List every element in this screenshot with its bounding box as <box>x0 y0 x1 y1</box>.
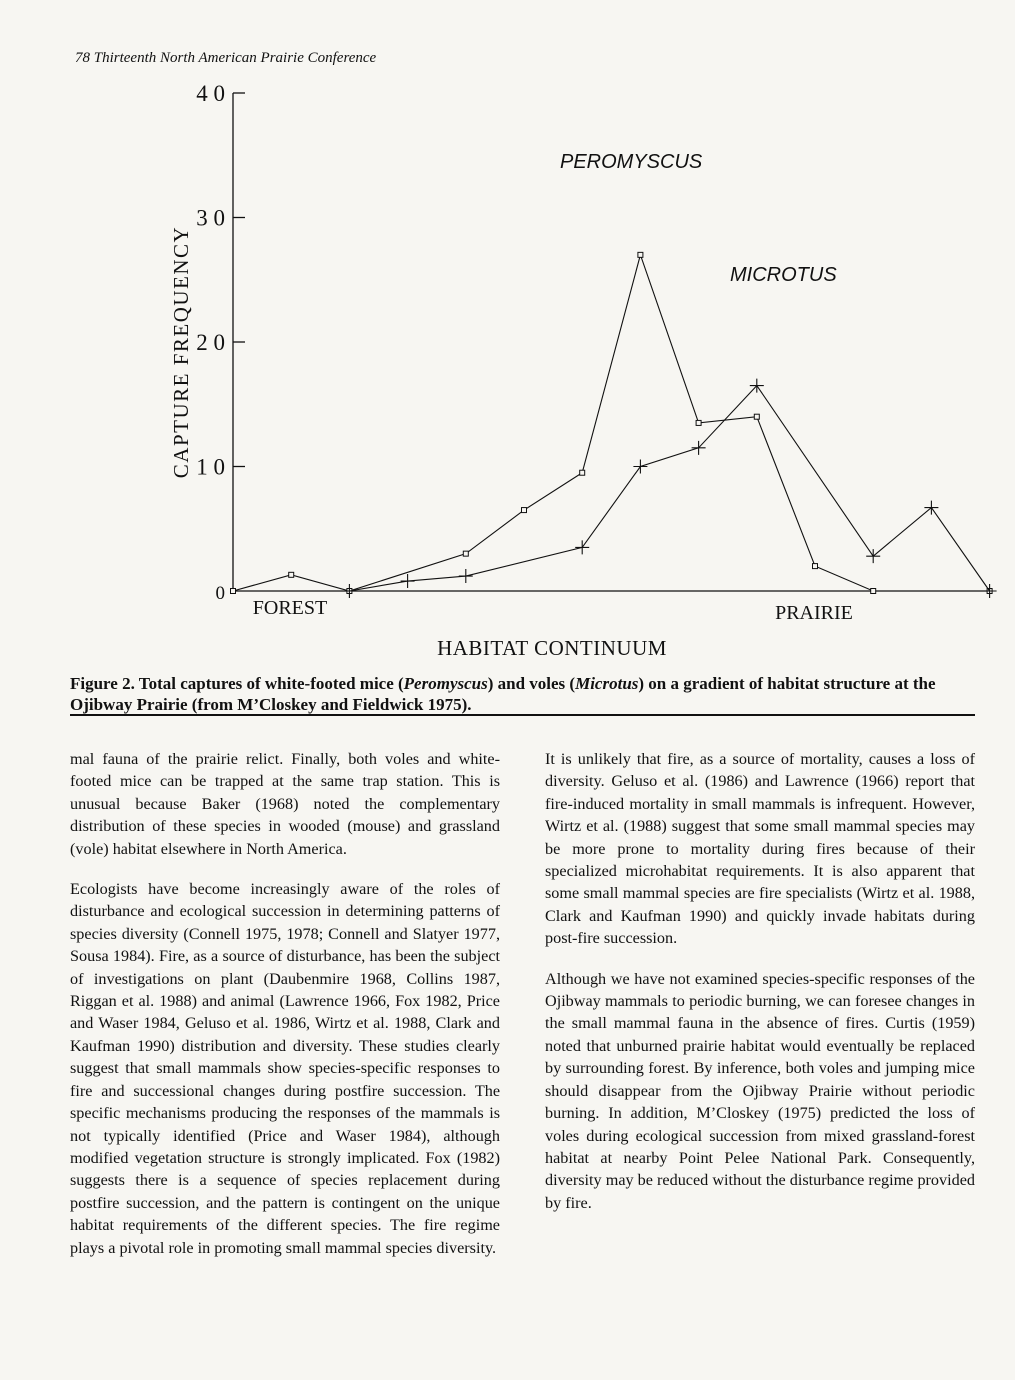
microtus-point <box>401 574 415 588</box>
peromyscus-point <box>754 414 759 419</box>
microtus-point <box>459 569 473 583</box>
series-label-peromyscus: PEROMYSCUS <box>560 151 703 173</box>
x-axis-label: HABITAT CONTINUUM <box>437 636 667 660</box>
y-tick-label: 1 0 <box>196 454 225 480</box>
series-label-microtus: MICROTUS <box>730 264 837 286</box>
microtus-point <box>633 460 647 474</box>
chart-labels <box>169 81 853 660</box>
peromyscus-point <box>231 589 236 594</box>
peromyscus-point <box>696 420 701 425</box>
peromyscus-point <box>638 252 643 257</box>
peromyscus-point <box>463 551 468 556</box>
y-tick-label: 0 <box>215 583 225 604</box>
microtus-point <box>924 501 938 515</box>
y-tick-label: 3 0 <box>196 205 225 231</box>
body-column-right <box>545 748 975 1232</box>
caption-prefix: Figure 2. <box>70 674 135 693</box>
figure-caption <box>70 673 975 715</box>
capture-frequency-chart <box>0 70 1015 670</box>
body-paragraph: mal fauna of the prairie relict. Finally, both voles and white-footed mice can be trapped at the same trap station. This is unusual because Baker (1968) noted the complementary distribution of these species in wooded (mouse) and grassland (vole) habitat elsewhere in North America. <box>70 750 500 858</box>
microtus-point <box>342 584 356 598</box>
microtus-point <box>983 584 997 598</box>
caption-microtus: Microtus <box>575 674 639 693</box>
peromyscus-point <box>580 470 585 475</box>
peromyscus-point <box>813 564 818 569</box>
series-line-peromyscus <box>233 255 990 591</box>
body-paragraph: Although we have not examined species-specific responses of the Ojibway mammals to periodic burning, we can foresee changes in the small mammal fauna in the absence of fires. Curtis (1959) noted that unburned prairie habitat would eventually be replaced by surrounding forest. By inference, both voles and jumping mice should disappear from the Ojibway Prairie without periodic burning. In addition, M’Closkey (1975) predicted the loss of voles during ecological succession from mixed grassland-forest habitat at nearby Point Pelee National Park. Consequently, diversity may be reduced without the disturbance regime provided by fire. <box>545 969 975 1212</box>
y-axis-label: CAPTURE FREQUENCY <box>169 225 193 479</box>
body-paragraph: Ecologists have become increasingly aware of the roles of disturbance and ecological succession in determining patterns of species diversity (Connell 1975, 1978; Connell and Slatyer 1977, Sousa 1984). Fire, as a source of disturbance, has been the subject of investigations on plant (Daubenmire 1968, Collins 1987, Riggan et al. 1988) and animal (Lawrence 1966, Fox 1982, Price and Waser 1984, Geluso et al. 1986, Wirtz et al. 1988, Clark and Kaufman 1990) distribution and diversity. These studies clearly suggest that small mammals show species-specific responses to fire and successional changes during postfire succession. The specific mechanisms producing the responses of the mammals is not typically identified (Price and Waser 1984), although modified vegetation structure is strongly implicated. Fox (1982) suggests there is a sequence of species replacement during postfire succession, and the pattern is contingent on the unique habitat requirements of the different species. The fire regime plays a pivotal role in promoting small mammal species diversity. <box>70 880 500 1257</box>
peromyscus-point <box>289 572 294 577</box>
y-tick-label: 4 0 <box>196 81 225 106</box>
peromyscus-point <box>522 508 527 513</box>
body-paragraph: It is unlikely that fire, as a source of mortality, causes a loss of diversity. Geluso et al. (1986) and Lawrence (1966) report that fire-induced mortality in small mammals is infrequent. However, Wirtz et al. (1988) suggest that some small mammal species may be more prone to mortality during fires because of their specialized microhabitat requirements. It is also apparent that some small mammal species are fire specialists (Wirtz et al. 1988, Clark and Kaufman 1990) and quickly invade habitats during post-fire succession. <box>545 750 975 948</box>
running-head: 78 Thirteenth North American Prairie Conference <box>75 50 377 66</box>
y-tick-label: 2 0 <box>196 330 225 355</box>
caption-peromyscus: Peromyscus <box>403 674 488 693</box>
body-column-left <box>70 748 500 1277</box>
microtus-point <box>575 540 589 554</box>
microtus-point <box>866 549 880 563</box>
peromyscus-point <box>871 589 876 594</box>
caption-text-2: ) and voles ( <box>487 674 576 693</box>
caption-rule <box>70 714 975 716</box>
chart-marks <box>231 252 997 598</box>
caption-text-1: Total captures of white-footed mice ( <box>134 674 404 693</box>
caption-text-3: ) on a gradient of habitat structure at the Ojibway Prairie (from M’Closkey and Fieldwick 1975). <box>70 674 936 714</box>
x-label-forest: FOREST <box>252 597 328 619</box>
x-label-prairie: PRAIRIE <box>775 602 853 624</box>
